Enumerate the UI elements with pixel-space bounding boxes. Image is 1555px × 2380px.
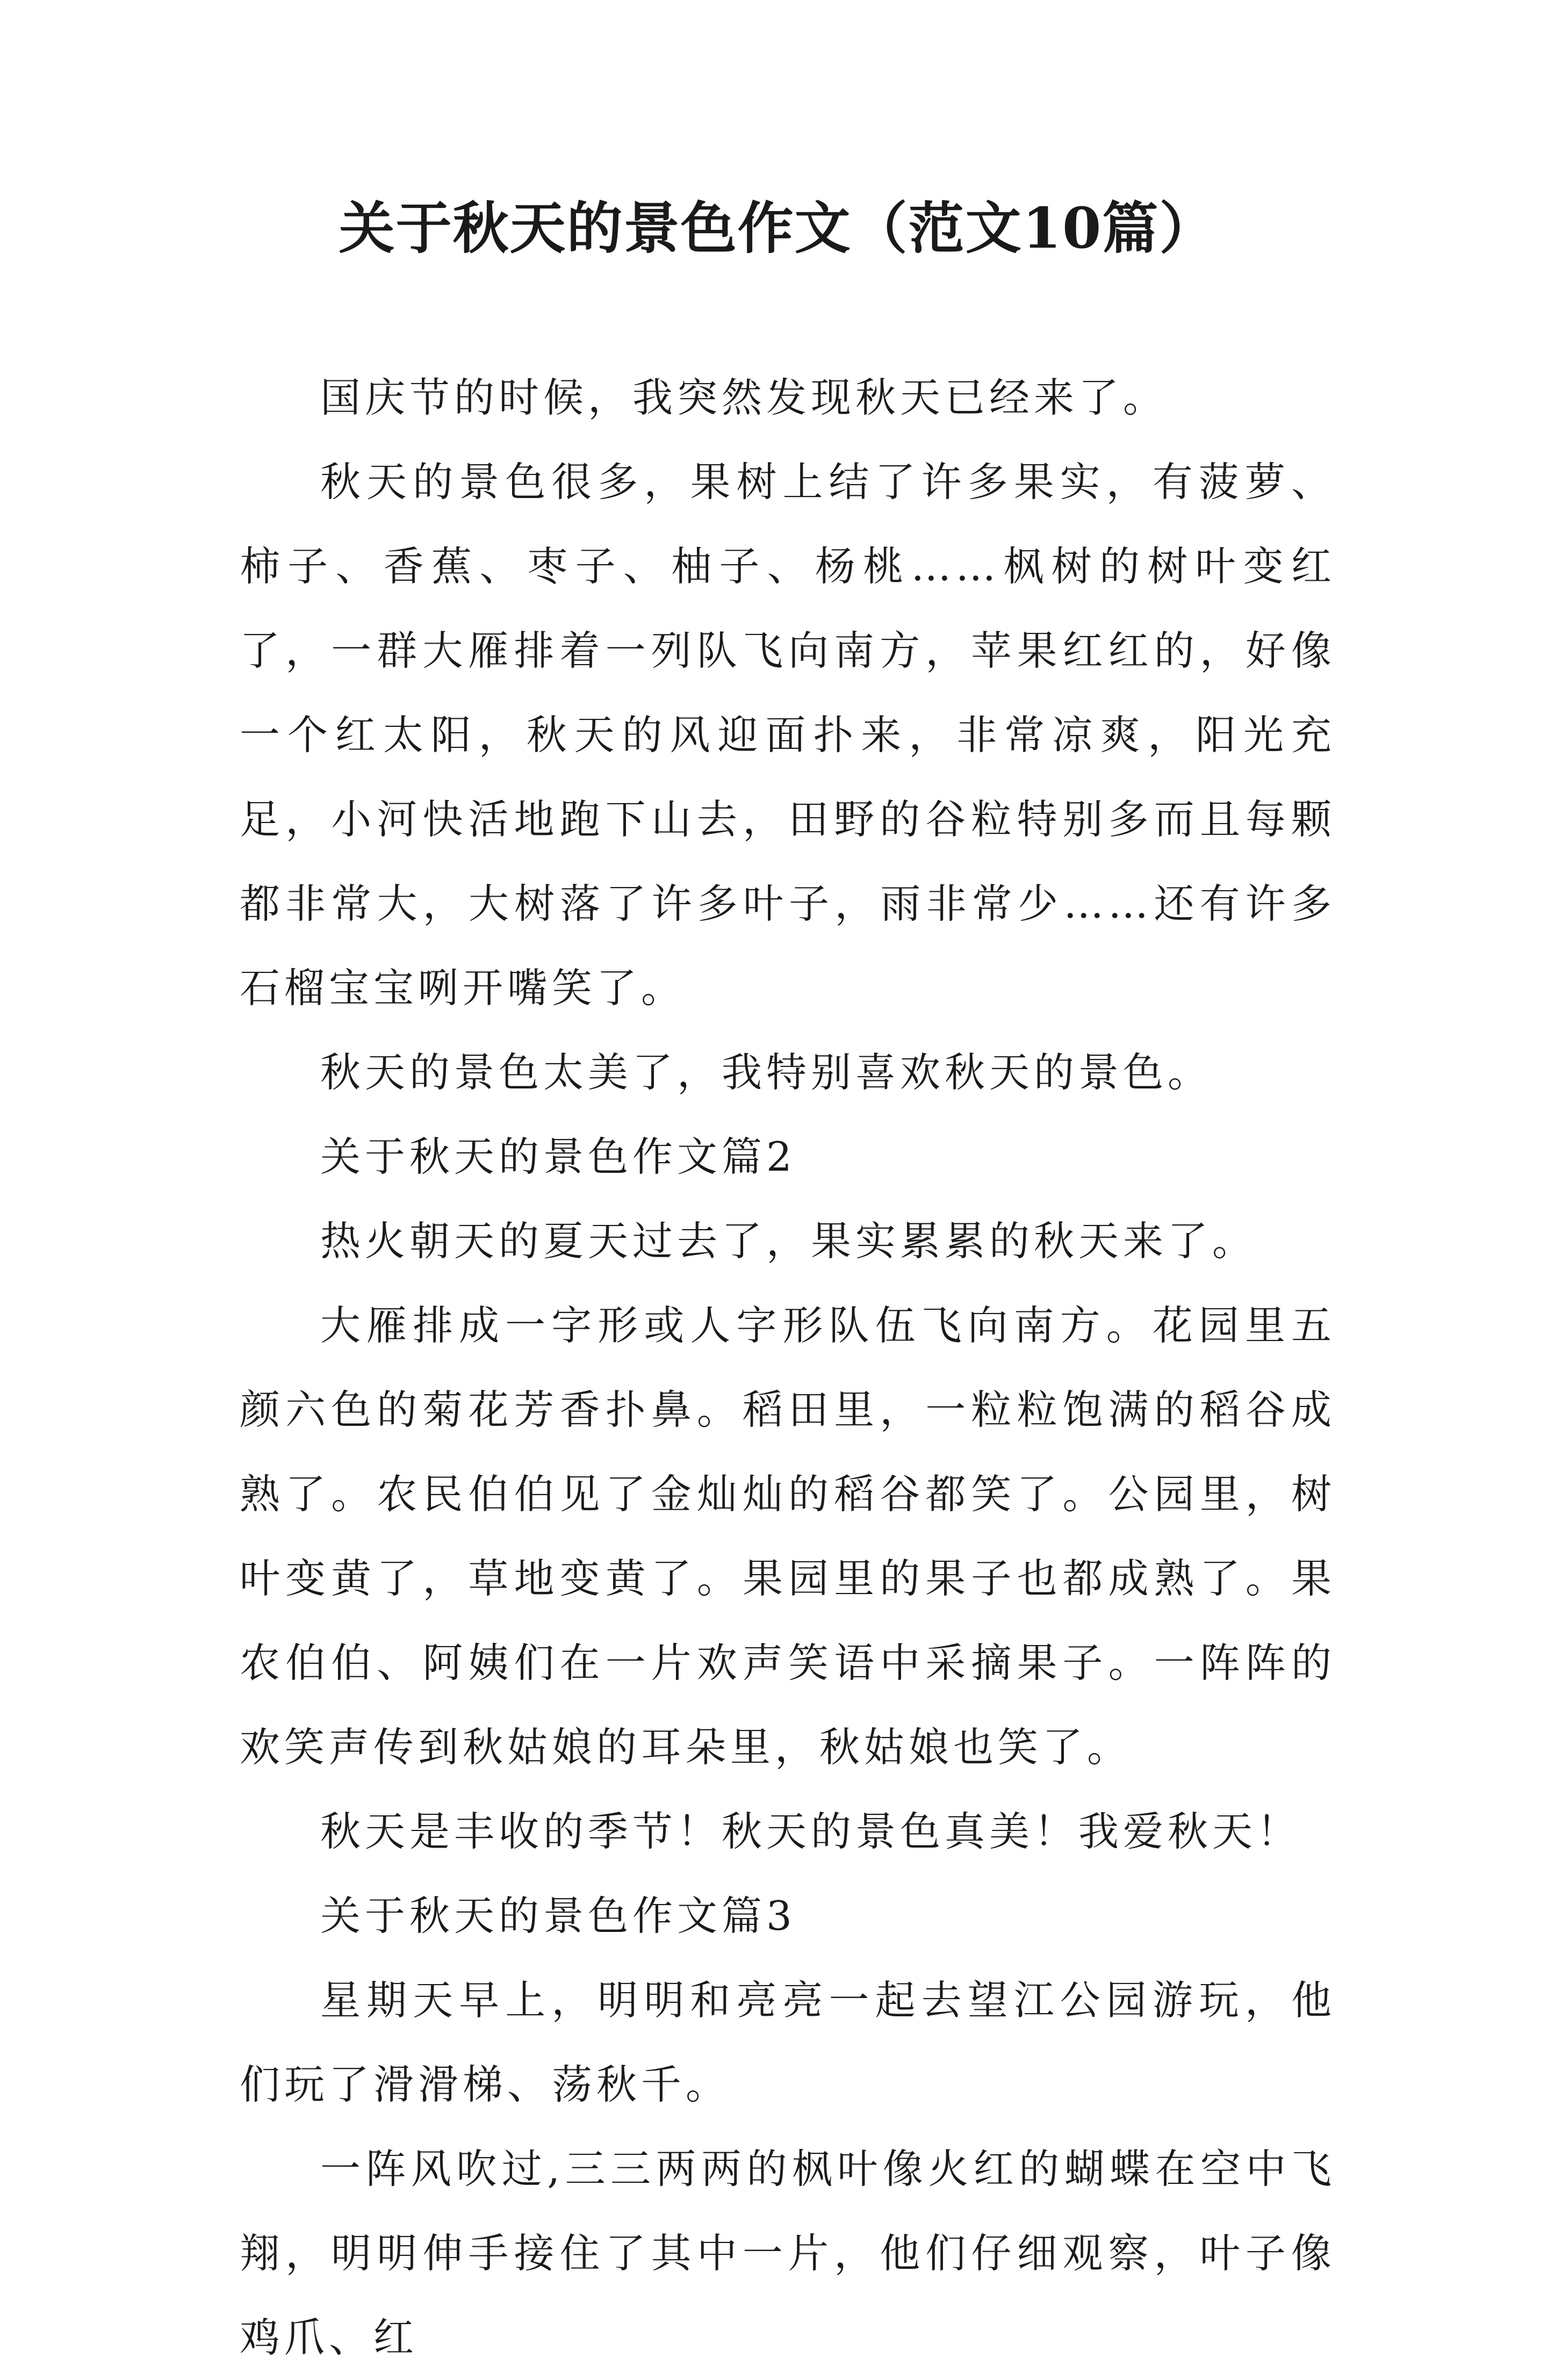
document-body (240, 356, 1336, 2380)
paragraph: 秋天是丰收的季节！秋天的景色真美！我爱秋天！ (320, 1808, 1302, 1855)
paragraph: 星期天早上，明明和亮亮一起去望江公园游玩，他们玩了滑滑梯、荡秋千。 (240, 1977, 1336, 2108)
paragraph: 秋天的景色很多，果树上结了许多果实，有菠萝、柿子、香蕉、枣子、柚子、杨桃……枫树的树叶变红了，一群大雁排着一列队飞向南方，苹果红红的，好像一个红太阳，秋天的风迎面扑来，非常凉爽，阳光充足，小河快活地跑下山去，田野的谷粒特别多而且每颗都非常大，大树落了许多叶子，雨非常少……还有许多石榴宝宝咧开嘴笑了。 (240, 458, 1336, 1012)
section-heading: 关于秋天的景色作文篇2 (320, 1133, 796, 1180)
paragraph: 一阵风吹过,三三两两的枫叶像火红的蝴蝶在空中飞翔，明明伸手接住了其中一片，他们仔细观察，叶子像鸡爪、红 (240, 2145, 1336, 2361)
section-heading: 关于秋天的景色作文篇3 (320, 1892, 796, 1939)
document-title: 关于秋天的景色作文（范文10篇） (339, 195, 1216, 261)
paragraph: 大雁排成一字形或人字形队伍飞向南方。花园里五颜六色的菊花芳香扑鼻。稻田里，一粒粒饱满的稻谷成熟了。农民伯伯见了金灿灿的稻谷都笑了。公园里，树叶变黄了，草地变黄了。果园里的果子也都成熟了。果农伯伯、阿姨们在一片欢声笑语中采摘果子。一阵阵的欢笑声传到秋姑娘的耳朵里，秋姑娘也笑了。 (240, 1302, 1336, 1771)
paragraph: 热火朝天的夏天过去了，果实累累的秋天来了。 (320, 1217, 1257, 1265)
paragraph: 秋天的景色太美了，我特别喜欢秋天的景色。 (320, 1049, 1213, 1096)
paragraph: 国庆节的时候，我突然发现秋天已经来了。 (320, 374, 1168, 421)
